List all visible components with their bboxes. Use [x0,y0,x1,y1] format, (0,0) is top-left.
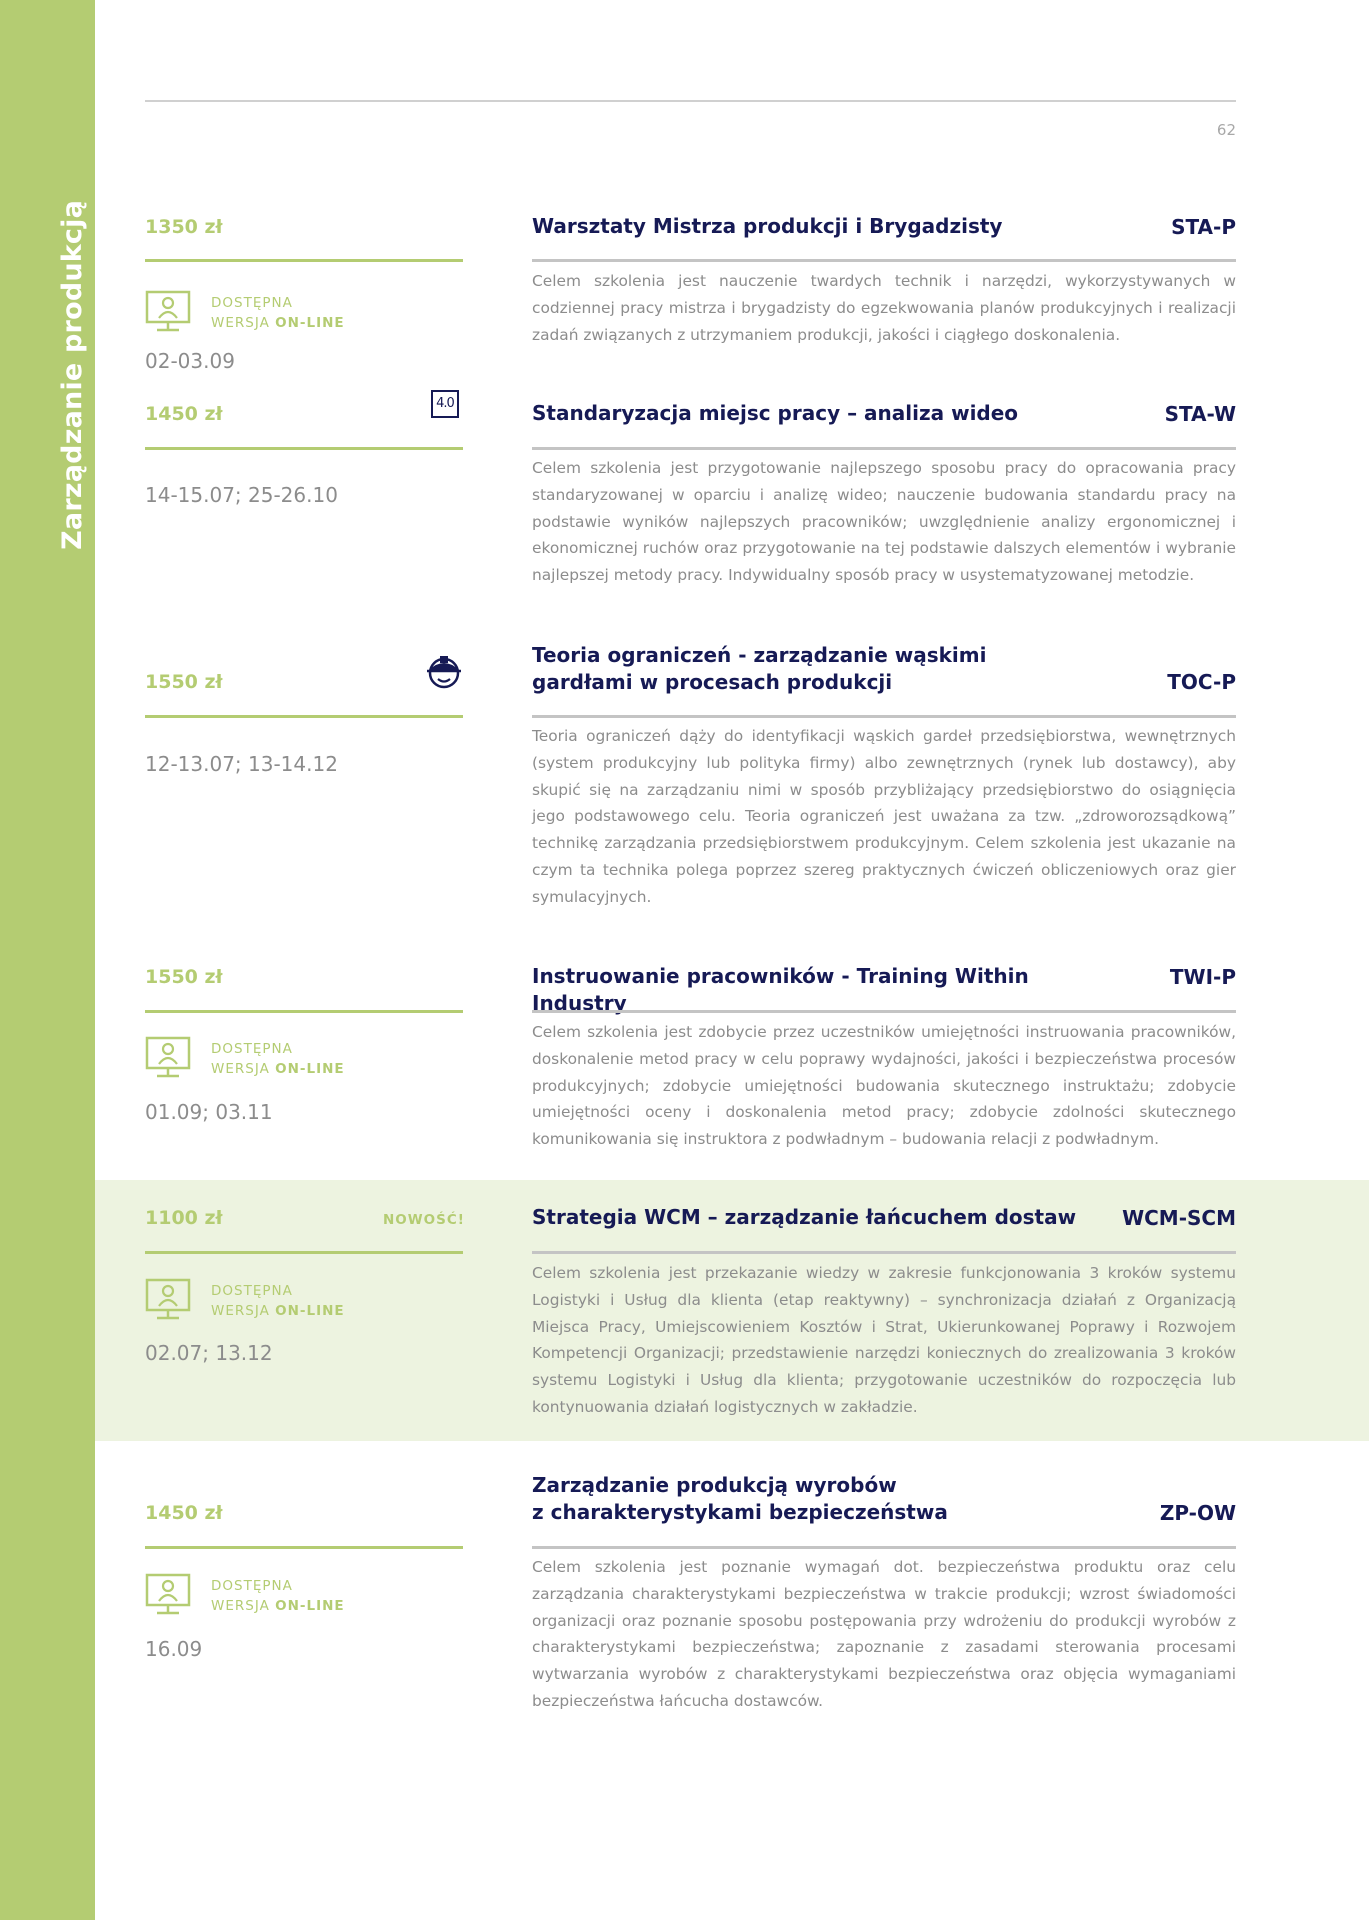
course-code: TWI-P [1169,965,1236,989]
right-divider [532,1010,1236,1013]
online-availability [145,290,385,336]
online-label-version: WERSJA ON-LINE [211,1598,345,1614]
course-price: 1550 zł [145,966,223,988]
right-divider [532,1251,1236,1254]
online-availability [145,1036,385,1082]
online-training-icon [145,290,191,334]
course-description: Celem szkolenia jest przekazanie wiedzy w zakresie funkcjonowania 3 kroków systemu Logistyki i Usług dla klienta (etap reaktywny) – synchronizacja działań z Organizacją Miejsca Pracy, Umiejscowieniem Kosztów i Strat, Ukierunkowanej Poprawy i Rozwojem Kompetencji Organizacji; przedstawienie narzędzi koniecznych do zrealizowania 3 kroków systemu Logistyki i Usług dla klienta; przygotowanie uczestników do rozpoczęcia lub kontynuowania działań logistycznych w zakładzie. [532,1264,1236,1416]
sidebar [0,0,95,1920]
course-title: Warsztaty Mistrza produkcji i Brygadzisty [532,214,1003,238]
course-price: 1450 zł [145,1502,223,1524]
course-code: STA-W [1164,402,1236,426]
course-code: STA-P [1171,215,1236,239]
right-divider [532,1546,1236,1549]
course-price: 1350 zł [145,216,223,238]
course-price: 1450 zł [145,403,223,425]
course-price: 1100 zł [145,1207,223,1229]
right-divider [532,447,1236,450]
online-label-available: DOSTĘPNA [211,1283,293,1299]
course-title [532,642,1092,696]
online-label-available: DOSTĘPNA [211,1041,293,1057]
course-title: Instruowanie pracowników - Training Within Industry [532,964,1029,1015]
left-divider [145,1546,463,1549]
online-label-version: WERSJA ON-LINE [211,1303,345,1319]
online-training-icon [145,1278,191,1322]
left-divider [145,715,463,718]
online-label-version: WERSJA ON-LINE [211,315,345,331]
course-dates: 02-03.09 [145,349,235,373]
course-dates: 14-15.07; 25-26.10 [145,483,338,507]
course-description: Celem szkolenia jest poznanie wymagań dot. bezpieczeństwa produktu oraz celu zarządzania charakterystykami bezpieczeństwa w trakcie produkcji; wzrost świadomości organizacji oraz poznanie sposobu postępowania przy wdrożeniu do produkcji wyrobów z charakterystykami bezpieczeństwa; zapoznanie z zasadami sterowania procesami wytwarzania wyrobów z charakterystykami bezpieczeństwa oraz objęcia wymaganiami bezpieczeństwa łańcucha dostawców. [532,1558,1236,1710]
left-divider [145,1010,463,1013]
online-training-icon [145,1573,191,1617]
online-label-available: DOSTĘPNA [211,1578,293,1594]
course-dates: 01.09; 03.11 [145,1100,273,1124]
course-dates: 12-13.07; 13-14.12 [145,752,338,776]
left-divider [145,259,463,262]
online-label-available: DOSTĘPNA [211,295,293,311]
course-dates: 16.09 [145,1637,203,1661]
online-label-version: WERSJA ON-LINE [211,1061,345,1077]
course-code: WCM-SCM [1122,1206,1236,1230]
course-title-line-1: Teoria ograniczeń - zarządzanie wąskimi [532,643,987,667]
course-description: Teoria ograniczeń dąży do identyfikacji wąskich gardeł przedsiębiorstwa, wewnętrznych (system produkcyjny lub polityka firmy) albo zewnętrznych (rynek lub dostawcy), aby skupić się na zarządzaniu nimi w sposób przybliżający przedsiębiorstwo do osiągnięcia jego podstawowego celu. Teoria ograniczeń jest uważana za tzw. „zdroworozsądkową” technikę zarządzania przedsiębiorstwem produkcyjnym. Celem szkolenia jest ukazanie na czym ta technika polega poprzez szereg praktycznych ćwiczeń obliczeniowych oraz gier symulacyjnych. [532,727,1236,906]
left-divider [145,1251,463,1254]
left-divider [145,447,463,450]
sidebar-title: Zarządzanie produkcją [57,200,88,550]
course-price: 1550 zł [145,671,223,693]
helmet-icon [426,652,462,690]
right-divider [532,259,1236,262]
course-dates: 02.07; 13.12 [145,1341,273,1365]
new-badge: NOWOŚĆ! [383,1212,465,1228]
course-code: TOC-P [1167,670,1236,694]
course-title-line-1: Zarządzanie produkcją wyrobów [532,1473,897,1497]
online-availability [145,1573,385,1619]
course-title: Strategia WCM – zarządzanie łańcuchem dostaw [532,1205,1077,1229]
online-training-icon [145,1036,191,1080]
course-title [532,1472,1092,1526]
right-divider [532,715,1236,718]
course-description: Celem szkolenia jest zdobycie przez uczestników umiejętności instruowania pracowników, doskonalenie metod pracy w celu poprawy wydajności, jakości i bezpieczeństwa procesów produkcyjnych; zdobycie umiejętności budowania skutecznego instruktażu; zdobycie umiejętności oceny i doskonalenia metod pracy; zdobycie zdolności skutecznego komunikowania się instruktora z podwładnym – budowania relacji z podwładnym. [532,1023,1236,1149]
online-availability [145,1278,385,1324]
course-description: Celem szkolenia jest przygotowanie najlepszego sposobu pracy do opracowania pracy standaryzowanej w oparciu i analizę wideo; nauczenie budowania standardu pracy na podstawie wyników najlepszych pracowników; uwzględnienie analizy ergonomicznej i ekonomicznej ruchów oraz przygotowanie na tej podstawie dalszych elementów i wybranie najlepszej metody pracy. Indywidualny sposób pracy w usystematyzowanej metodzie. [532,459,1236,585]
page-number: 62 [1216,121,1236,139]
top-rule [145,100,1236,102]
course-code: ZP-OW [1159,1501,1236,1525]
course-title-line-2: z charakterystykami bezpieczeństwa [532,1500,948,1524]
course-description: Celem szkolenia jest nauczenie twardych technik i narzędzi, wykorzystywanych w codziennej pracy mistrza i brygadzisty do egzekwowania planów produkcyjnych i realizacji zadań związanych z utrzymaniem produkcji, jakości i ciągłego doskonalenia. [532,272,1236,344]
industry-4-0-badge: 4.0 [431,390,459,418]
course-title: Standaryzacja miejsc pracy – analiza wideo [532,401,1019,425]
course-title-line-2: gardłami w procesach produkcji [532,670,893,694]
